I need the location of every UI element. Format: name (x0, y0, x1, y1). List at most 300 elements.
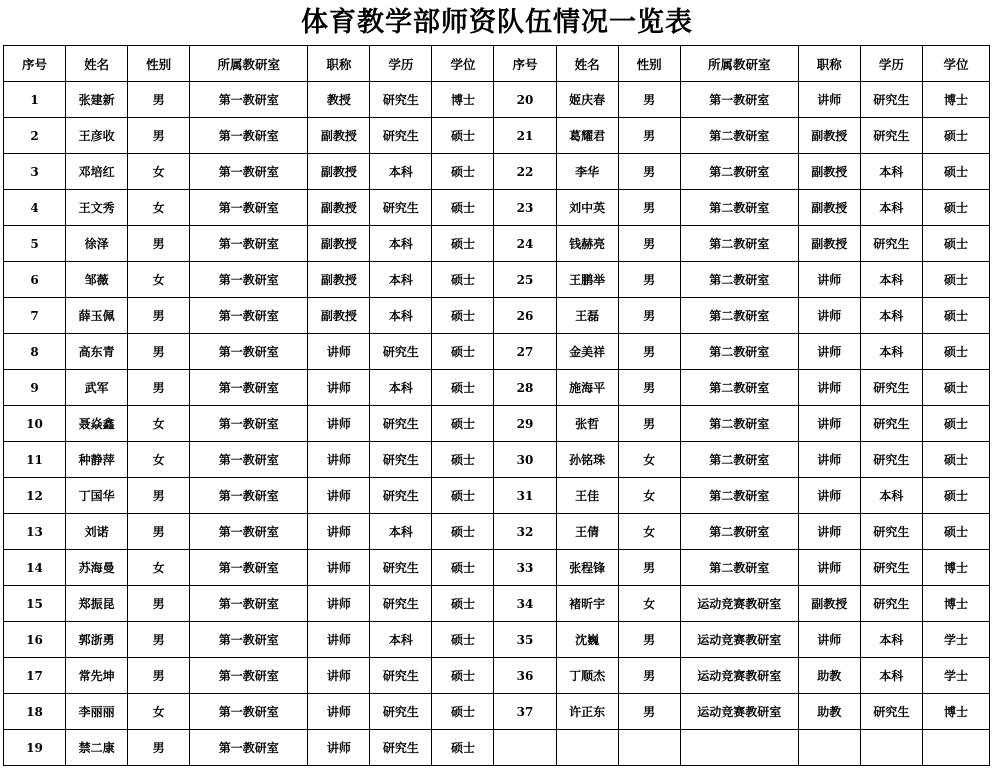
right-cell-education: 本科 (860, 262, 922, 298)
right-cell-degree: 学士 (922, 658, 989, 694)
left-cell-title: 讲师 (308, 406, 370, 442)
left-cell-seq: 3 (4, 154, 66, 190)
right-cell-title: 副教授 (798, 118, 860, 154)
right-cell-education: 本科 (860, 298, 922, 334)
table-row (4, 442, 990, 478)
right-cell-education: 研究生 (860, 406, 922, 442)
right-cell-seq: 29 (494, 406, 556, 442)
left-cell-education: 研究生 (370, 118, 432, 154)
right-cell-degree: 硕士 (922, 334, 989, 370)
right-cell-name: 褚昕宇 (556, 586, 618, 622)
left-cell-office: 第一教研室 (190, 658, 308, 694)
left-cell-title: 讲师 (308, 730, 370, 766)
left-cell-seq: 19 (4, 730, 66, 766)
right-cell-title: 讲师 (798, 370, 860, 406)
left-cell-title: 讲师 (308, 694, 370, 730)
left-cell-education: 本科 (370, 298, 432, 334)
right-cell-seq: 22 (494, 154, 556, 190)
right-cell-name: 王鹏举 (556, 262, 618, 298)
left-cell-name: 苏海曼 (66, 550, 128, 586)
right-cell-name: 王磊 (556, 298, 618, 334)
left-header-name: 姓名 (66, 46, 128, 82)
left-cell-gender: 男 (128, 622, 190, 658)
left-cell-title: 讲师 (308, 370, 370, 406)
left-cell-education: 研究生 (370, 694, 432, 730)
left-cell-gender: 女 (128, 154, 190, 190)
right-cell-gender: 女 (618, 514, 680, 550)
left-cell-office: 第一教研室 (190, 730, 308, 766)
table-row (4, 406, 990, 442)
right-cell-seq: 27 (494, 334, 556, 370)
right-cell-seq: 36 (494, 658, 556, 694)
left-cell-degree: 硕士 (432, 334, 494, 370)
left-cell-seq: 16 (4, 622, 66, 658)
right-cell-office: 第二教研室 (680, 226, 798, 262)
right-cell-gender: 男 (618, 694, 680, 730)
right-cell-gender: 男 (618, 226, 680, 262)
left-cell-name: 张建新 (66, 82, 128, 118)
right-cell-education: 研究生 (860, 694, 922, 730)
left-header-seq: 序号 (4, 46, 66, 82)
table-row (4, 730, 990, 766)
right-cell-gender: 男 (618, 190, 680, 226)
left-cell-name: 高东青 (66, 334, 128, 370)
right-cell-seq: 23 (494, 190, 556, 226)
right-cell-name: 姬庆春 (556, 82, 618, 118)
left-cell-office: 第一教研室 (190, 442, 308, 478)
left-cell-title: 教授 (308, 82, 370, 118)
right-cell-office: 第二教研室 (680, 406, 798, 442)
left-header-education: 学历 (370, 46, 432, 82)
right-header-name: 姓名 (556, 46, 618, 82)
right-cell-degree: 学士 (922, 622, 989, 658)
right-cell-degree (922, 730, 989, 766)
table-row (4, 478, 990, 514)
right-cell-title: 副教授 (798, 154, 860, 190)
left-cell-office: 第一教研室 (190, 82, 308, 118)
left-cell-seq: 17 (4, 658, 66, 694)
right-cell-seq: 28 (494, 370, 556, 406)
right-cell-office: 第二教研室 (680, 118, 798, 154)
left-cell-gender: 男 (128, 478, 190, 514)
right-cell-name (556, 730, 618, 766)
left-cell-education: 研究生 (370, 658, 432, 694)
left-cell-degree: 硕士 (432, 658, 494, 694)
right-cell-name: 许正东 (556, 694, 618, 730)
right-cell-degree: 博士 (922, 82, 989, 118)
left-cell-office: 第一教研室 (190, 190, 308, 226)
right-cell-office: 第二教研室 (680, 334, 798, 370)
right-cell-gender: 男 (618, 262, 680, 298)
right-cell-degree: 硕士 (922, 406, 989, 442)
right-cell-gender: 女 (618, 478, 680, 514)
left-cell-name: 刘诺 (66, 514, 128, 550)
right-cell-education: 研究生 (860, 82, 922, 118)
left-cell-gender: 男 (128, 586, 190, 622)
left-cell-education: 本科 (370, 514, 432, 550)
left-cell-gender: 女 (128, 694, 190, 730)
table-row (4, 622, 990, 658)
left-cell-seq: 1 (4, 82, 66, 118)
left-cell-gender: 女 (128, 550, 190, 586)
right-cell-name: 王倩 (556, 514, 618, 550)
left-cell-title: 讲师 (308, 550, 370, 586)
table-row (4, 118, 990, 154)
right-cell-office: 运动竞赛教研室 (680, 622, 798, 658)
right-cell-seq: 25 (494, 262, 556, 298)
left-cell-gender: 男 (128, 334, 190, 370)
right-cell-education: 研究生 (860, 370, 922, 406)
left-cell-office: 第一教研室 (190, 550, 308, 586)
right-cell-seq: 24 (494, 226, 556, 262)
right-cell-name: 李华 (556, 154, 618, 190)
left-cell-seq: 18 (4, 694, 66, 730)
table-row (4, 550, 990, 586)
left-cell-gender: 男 (128, 118, 190, 154)
right-cell-seq (494, 730, 556, 766)
right-cell-title: 助教 (798, 694, 860, 730)
right-cell-gender: 男 (618, 298, 680, 334)
right-cell-seq: 37 (494, 694, 556, 730)
left-cell-name: 丁国华 (66, 478, 128, 514)
right-cell-office: 第二教研室 (680, 262, 798, 298)
table-row (4, 262, 990, 298)
left-cell-education: 本科 (370, 226, 432, 262)
right-cell-gender: 男 (618, 334, 680, 370)
right-cell-office: 第二教研室 (680, 550, 798, 586)
left-cell-gender: 男 (128, 226, 190, 262)
right-cell-title: 副教授 (798, 586, 860, 622)
left-cell-degree: 硕士 (432, 586, 494, 622)
left-cell-office: 第一教研室 (190, 478, 308, 514)
left-cell-degree: 硕士 (432, 262, 494, 298)
left-cell-title: 讲师 (308, 442, 370, 478)
right-cell-education: 研究生 (860, 586, 922, 622)
left-cell-title: 副教授 (308, 190, 370, 226)
left-cell-degree: 硕士 (432, 622, 494, 658)
right-cell-gender: 男 (618, 406, 680, 442)
left-header-office: 所属教研室 (190, 46, 308, 82)
left-cell-office: 第一教研室 (190, 514, 308, 550)
left-cell-degree: 硕士 (432, 298, 494, 334)
table-row (4, 514, 990, 550)
right-cell-education: 本科 (860, 478, 922, 514)
right-cell-title: 讲师 (798, 262, 860, 298)
left-header-gender: 性别 (128, 46, 190, 82)
right-cell-degree: 硕士 (922, 154, 989, 190)
left-cell-office: 第一教研室 (190, 370, 308, 406)
left-cell-degree: 硕士 (432, 550, 494, 586)
left-cell-degree: 硕士 (432, 442, 494, 478)
right-cell-gender: 女 (618, 586, 680, 622)
right-header-gender: 性别 (618, 46, 680, 82)
left-cell-education: 研究生 (370, 442, 432, 478)
right-cell-office: 第二教研室 (680, 154, 798, 190)
right-cell-title (798, 730, 860, 766)
left-cell-seq: 10 (4, 406, 66, 442)
right-cell-name: 丁顺杰 (556, 658, 618, 694)
left-cell-office: 第一教研室 (190, 694, 308, 730)
right-cell-degree: 博士 (922, 550, 989, 586)
table-row (4, 82, 990, 118)
left-cell-title: 副教授 (308, 154, 370, 190)
right-cell-name: 施海平 (556, 370, 618, 406)
left-cell-title: 讲师 (308, 478, 370, 514)
left-cell-title: 讲师 (308, 586, 370, 622)
right-cell-education: 本科 (860, 334, 922, 370)
right-cell-office: 运动竞赛教研室 (680, 658, 798, 694)
right-cell-gender: 男 (618, 622, 680, 658)
right-cell-title: 讲师 (798, 550, 860, 586)
left-cell-title: 讲师 (308, 514, 370, 550)
right-cell-seq: 26 (494, 298, 556, 334)
left-cell-degree: 硕士 (432, 406, 494, 442)
left-cell-gender: 女 (128, 406, 190, 442)
table-row (4, 298, 990, 334)
right-cell-degree: 博士 (922, 694, 989, 730)
left-cell-gender: 男 (128, 82, 190, 118)
right-cell-education: 本科 (860, 190, 922, 226)
left-cell-seq: 11 (4, 442, 66, 478)
left-cell-name: 聂焱鑫 (66, 406, 128, 442)
left-cell-office: 第一教研室 (190, 298, 308, 334)
left-cell-name: 王彦收 (66, 118, 128, 154)
right-cell-degree: 硕士 (922, 298, 989, 334)
right-cell-title: 讲师 (798, 82, 860, 118)
right-cell-gender (618, 730, 680, 766)
right-header-title: 职称 (798, 46, 860, 82)
right-cell-degree: 硕士 (922, 226, 989, 262)
left-cell-title: 副教授 (308, 118, 370, 154)
faculty-table (3, 45, 990, 766)
table-row (4, 154, 990, 190)
right-cell-office (680, 730, 798, 766)
left-cell-name: 邓培红 (66, 154, 128, 190)
left-cell-seq: 9 (4, 370, 66, 406)
left-cell-seq: 15 (4, 586, 66, 622)
left-cell-education: 研究生 (370, 82, 432, 118)
right-cell-office: 运动竞赛教研室 (680, 694, 798, 730)
right-cell-name: 金美祥 (556, 334, 618, 370)
right-cell-seq: 32 (494, 514, 556, 550)
left-cell-degree: 硕士 (432, 118, 494, 154)
table-row (4, 334, 990, 370)
left-cell-education: 研究生 (370, 478, 432, 514)
left-cell-name: 徐泽 (66, 226, 128, 262)
right-cell-seq: 21 (494, 118, 556, 154)
right-cell-name: 张哲 (556, 406, 618, 442)
right-cell-name: 刘中英 (556, 190, 618, 226)
left-cell-education: 本科 (370, 154, 432, 190)
left-cell-gender: 男 (128, 298, 190, 334)
left-cell-degree: 硕士 (432, 226, 494, 262)
right-cell-office: 第二教研室 (680, 370, 798, 406)
right-cell-seq: 35 (494, 622, 556, 658)
right-cell-degree: 硕士 (922, 514, 989, 550)
left-cell-seq: 13 (4, 514, 66, 550)
right-cell-office: 运动竞赛教研室 (680, 586, 798, 622)
left-cell-gender: 女 (128, 190, 190, 226)
left-cell-office: 第一教研室 (190, 118, 308, 154)
left-cell-title: 讲师 (308, 622, 370, 658)
right-cell-education: 研究生 (860, 442, 922, 478)
left-cell-education: 本科 (370, 262, 432, 298)
right-cell-name: 孙铭珠 (556, 442, 618, 478)
left-cell-gender: 男 (128, 370, 190, 406)
left-cell-degree: 硕士 (432, 190, 494, 226)
right-cell-title: 讲师 (798, 478, 860, 514)
right-cell-gender: 女 (618, 442, 680, 478)
left-cell-education: 研究生 (370, 406, 432, 442)
left-cell-title: 讲师 (308, 658, 370, 694)
right-cell-office: 第二教研室 (680, 514, 798, 550)
right-cell-education: 研究生 (860, 550, 922, 586)
left-cell-office: 第一教研室 (190, 406, 308, 442)
right-cell-title: 讲师 (798, 514, 860, 550)
right-cell-degree: 博士 (922, 586, 989, 622)
left-cell-seq: 12 (4, 478, 66, 514)
right-cell-office: 第二教研室 (680, 442, 798, 478)
left-cell-gender: 男 (128, 658, 190, 694)
left-cell-name: 李丽丽 (66, 694, 128, 730)
right-cell-name: 葛耀君 (556, 118, 618, 154)
left-cell-education: 本科 (370, 622, 432, 658)
right-cell-seq: 34 (494, 586, 556, 622)
left-cell-gender: 女 (128, 442, 190, 478)
left-cell-education: 研究生 (370, 586, 432, 622)
left-cell-name: 种静萍 (66, 442, 128, 478)
left-cell-name: 邹薇 (66, 262, 128, 298)
right-cell-title: 副教授 (798, 190, 860, 226)
left-header-title: 职称 (308, 46, 370, 82)
left-cell-seq: 6 (4, 262, 66, 298)
right-cell-title: 讲师 (798, 334, 860, 370)
left-cell-name: 禁二康 (66, 730, 128, 766)
right-cell-gender: 男 (618, 118, 680, 154)
right-cell-name: 沈巍 (556, 622, 618, 658)
right-cell-title: 讲师 (798, 622, 860, 658)
right-cell-education: 本科 (860, 154, 922, 190)
right-cell-degree: 硕士 (922, 118, 989, 154)
right-cell-name: 钱赫亮 (556, 226, 618, 262)
right-cell-title: 讲师 (798, 442, 860, 478)
right-cell-name: 张程锋 (556, 550, 618, 586)
right-cell-seq: 33 (494, 550, 556, 586)
right-cell-education: 本科 (860, 622, 922, 658)
left-cell-gender: 男 (128, 730, 190, 766)
right-cell-education: 研究生 (860, 514, 922, 550)
left-cell-degree: 硕士 (432, 370, 494, 406)
left-cell-gender: 男 (128, 514, 190, 550)
table-row (4, 226, 990, 262)
right-header-seq: 序号 (494, 46, 556, 82)
left-cell-title: 副教授 (308, 298, 370, 334)
right-cell-title: 副教授 (798, 226, 860, 262)
right-cell-seq: 20 (494, 82, 556, 118)
left-cell-office: 第一教研室 (190, 154, 308, 190)
left-cell-degree: 硕士 (432, 154, 494, 190)
left-cell-title: 讲师 (308, 334, 370, 370)
right-cell-seq: 30 (494, 442, 556, 478)
table-row (4, 694, 990, 730)
left-cell-seq: 14 (4, 550, 66, 586)
right-header-degree: 学位 (922, 46, 989, 82)
left-cell-degree: 硕士 (432, 730, 494, 766)
right-cell-office: 第二教研室 (680, 478, 798, 514)
right-cell-title: 讲师 (798, 406, 860, 442)
left-cell-degree: 硕士 (432, 478, 494, 514)
left-cell-education: 研究生 (370, 334, 432, 370)
left-cell-name: 王文秀 (66, 190, 128, 226)
page-title: 体育教学部师资队伍情况一览表 (301, 7, 693, 38)
left-cell-seq: 4 (4, 190, 66, 226)
right-cell-name: 王佳 (556, 478, 618, 514)
right-header-education: 学历 (860, 46, 922, 82)
left-cell-education: 研究生 (370, 730, 432, 766)
right-cell-seq: 31 (494, 478, 556, 514)
table-row (4, 190, 990, 226)
right-cell-education: 研究生 (860, 226, 922, 262)
table-body (4, 82, 990, 766)
left-cell-degree: 博士 (432, 82, 494, 118)
right-cell-gender: 男 (618, 154, 680, 190)
right-header-office: 所属教研室 (680, 46, 798, 82)
right-cell-office: 第一教研室 (680, 82, 798, 118)
left-cell-seq: 7 (4, 298, 66, 334)
left-cell-name: 武军 (66, 370, 128, 406)
left-cell-degree: 硕士 (432, 514, 494, 550)
left-cell-name: 常先坤 (66, 658, 128, 694)
right-cell-title: 讲师 (798, 298, 860, 334)
table-row (4, 370, 990, 406)
left-cell-office: 第一教研室 (190, 334, 308, 370)
right-cell-degree: 硕士 (922, 478, 989, 514)
left-cell-title: 副教授 (308, 226, 370, 262)
left-cell-office: 第一教研室 (190, 622, 308, 658)
right-cell-gender: 男 (618, 82, 680, 118)
right-cell-gender: 男 (618, 370, 680, 406)
left-cell-name: 郭浙勇 (66, 622, 128, 658)
left-cell-name: 薛玉佩 (66, 298, 128, 334)
right-cell-degree: 硕士 (922, 262, 989, 298)
right-cell-gender: 男 (618, 550, 680, 586)
left-cell-seq: 8 (4, 334, 66, 370)
left-cell-degree: 硕士 (432, 694, 494, 730)
right-cell-gender: 男 (618, 658, 680, 694)
right-cell-office: 第二教研室 (680, 190, 798, 226)
right-cell-education (860, 730, 922, 766)
right-cell-degree: 硕士 (922, 370, 989, 406)
left-cell-education: 研究生 (370, 550, 432, 586)
left-cell-name: 郑振昆 (66, 586, 128, 622)
left-cell-education: 研究生 (370, 190, 432, 226)
right-cell-education: 本科 (860, 658, 922, 694)
right-cell-title: 助教 (798, 658, 860, 694)
left-cell-seq: 5 (4, 226, 66, 262)
left-cell-seq: 2 (4, 118, 66, 154)
table-row (4, 658, 990, 694)
left-cell-title: 副教授 (308, 262, 370, 298)
table-row (4, 586, 990, 622)
left-cell-office: 第一教研室 (190, 586, 308, 622)
left-header-degree: 学位 (432, 46, 494, 82)
left-cell-gender: 女 (128, 262, 190, 298)
right-cell-degree: 硕士 (922, 442, 989, 478)
left-cell-office: 第一教研室 (190, 226, 308, 262)
left-cell-office: 第一教研室 (190, 262, 308, 298)
right-cell-degree: 硕士 (922, 190, 989, 226)
left-cell-education: 本科 (370, 370, 432, 406)
